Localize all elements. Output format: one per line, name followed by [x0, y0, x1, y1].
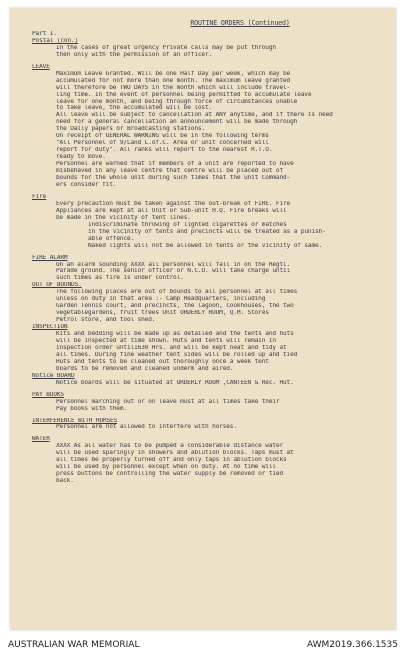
- inspection-heading: INSPECTION: [32, 324, 68, 331]
- pay-books-section: [32, 399, 388, 413]
- document-body: [32, 14, 388, 626]
- text-line: Parade ground. The senior officer or N.C.O. will take charge until: [56, 268, 291, 275]
- text-line: On receipt of GENERAL WARNING will be in the following terms: [56, 133, 269, 140]
- text-line: all times. During fine weather tent sides will be rolled up and tied: [56, 351, 298, 358]
- postal-heading: Postal (con.): [32, 37, 79, 44]
- fire-section: [32, 201, 388, 222]
- text-line: Pay books with them.: [56, 405, 127, 412]
- text-line: press buttons be controlling the water supply be removed or tied: [56, 471, 284, 478]
- text-line: misbehaved in any leave centre that centre will be placed out of: [56, 168, 284, 175]
- water-section: [32, 443, 388, 485]
- text-line: Personnel are not allowed to interfere with horses.: [56, 424, 237, 431]
- text-line: "All Personnel of 9/Land L.of.C. Area or unit concerned will: [56, 140, 269, 147]
- text-line: Notice boards will be situated at ORDERLY ROOM ,CANTEEN & Rec. Hut.: [56, 379, 294, 386]
- text-line: need for a general cancellation an announcement will be made through: [56, 119, 298, 126]
- pay-books-heading: PAY BOOKS: [32, 391, 64, 398]
- footer-accession-number: AWM2019.366.1535: [306, 640, 398, 650]
- text-line: ling time. In the event of personnel being permitted to accumulate leave: [56, 91, 312, 98]
- text-line: Indiscriminate throwing of lighted cigarettes or matches: [88, 221, 287, 228]
- text-line: Huts and tents to be cleaned out thoroughly once a week tent: [56, 358, 269, 365]
- text-line: will be inspected at time shown. Huts and tents will remain in: [56, 337, 276, 344]
- text-line: In the cases of great urgency Private calls may be put through: [56, 44, 276, 51]
- fire-heading: Fire: [32, 193, 47, 200]
- text-line: the Daily papers or Broadcasting stations.: [56, 126, 205, 133]
- text-line: XXXX As all water has to be pumped a considerable distance water: [56, 443, 284, 450]
- text-line: ready to move.: [56, 154, 106, 161]
- text-line: will therefore be TWO DAYS in the month which will include travel-: [56, 84, 291, 91]
- fire-alarm-section: [32, 262, 388, 283]
- text-line: such times as fire is under control.: [56, 275, 184, 282]
- text-line: Garden Tennis court, and precincts, the lagoon, Cookhouses, the two: [56, 303, 294, 310]
- text-line: be made in the vicinity of tent lines.: [56, 214, 191, 221]
- text-line: in the vicinity of tents and precincts will be treated as a punish-: [88, 228, 326, 235]
- text-line: Naked lights will not be allowed in tents or the vicinity of same.: [88, 242, 323, 249]
- text-line: ers consider fit.: [56, 181, 117, 188]
- leave-heading: LEAVE: [32, 63, 50, 70]
- text-line: to take leave, the accumulated will be lost.: [56, 105, 213, 112]
- fire-alarm-heading: FIRE ALARM: [32, 254, 68, 261]
- text-line: On an alarm sounding XXXX all personnel will fall in on the Regtl.: [56, 261, 291, 268]
- text-line: bounds for the whole unit during such times that the unit Command-: [56, 175, 291, 182]
- footer-institution: AUSTRALIAN WAR MEMORIAL: [8, 640, 140, 650]
- part-label: Part I.: [32, 30, 57, 37]
- leave-section: [32, 71, 388, 189]
- document-title: ROUTINE ORDERS (Continued): [190, 19, 290, 27]
- text-line: Personnel are warned that if members of a unit are reported to have: [56, 161, 294, 168]
- text-line: Every precaution must be taken against the out-break of FIRE. Fire: [56, 200, 291, 207]
- out-of-bounds-section: [32, 289, 388, 324]
- text-line: All leave will be subject to cancellation at ANY anytime, and if there is need: [56, 112, 333, 119]
- text-line: able offence.: [88, 235, 135, 242]
- text-line: back.: [56, 478, 74, 485]
- text-line: report for duty". All ranks will report to the nearest R.T.O.: [56, 147, 273, 154]
- archive-footer: [0, 636, 406, 653]
- text-line: Kits and bedding will be made up as detailed and the tents and huts: [56, 331, 294, 338]
- text-line: Appliances are kept at all Unit or Sub-unit H.Q. Fire breaks will: [56, 207, 287, 214]
- text-line: Personnel marching out or on leave must at all times take their: [56, 398, 280, 405]
- text-line: Maximum Leave Granted. Will be one Half Day per week, which may be: [56, 70, 291, 77]
- text-line: leave for one month, and being through force of circumstances unable: [56, 98, 298, 105]
- inspection-section: [32, 331, 388, 373]
- text-line: inspection order until1630 Hrs. and will be kept neat and tidy at: [56, 344, 287, 351]
- text-line: vegetablegardens, fruit trees Unit ORDERLY ROOM, Q.M. Stores: [56, 310, 269, 317]
- document-page: [10, 8, 396, 630]
- horses-section: [32, 424, 388, 431]
- text-line: then only with the permission of an officer.: [56, 51, 213, 58]
- fire-section-indented: [32, 222, 388, 250]
- notice-board-heading: Notice BOARD: [32, 372, 75, 379]
- text-line: will be used by personnel except when on duty. At no time will: [56, 464, 276, 471]
- text-line: Petrol store, and tool shed.: [56, 317, 156, 324]
- horses-heading: INTERFERENCE WITH HORSES: [32, 417, 118, 424]
- out-of-bounds-heading: OUT OF BOUNDS.: [32, 282, 82, 289]
- text-line: unless on duty in that area :- Camp Headquarters, including: [56, 296, 266, 303]
- notice-board-section: [32, 380, 388, 387]
- text-line: The following places are out of bounds to all personnel at all times: [56, 289, 298, 296]
- postal-section: [32, 45, 388, 59]
- text-line: boards to be removed and cleaned underm and aired.: [56, 365, 234, 372]
- water-heading: WATER: [32, 436, 50, 443]
- text-line: accumulated for not more than one month. The maximum leave granted: [56, 77, 291, 84]
- text-line: will be used sparingly in showers and ablution blocks. Taps must at: [56, 450, 294, 457]
- text-line: all times be properly turned off and only taps in ablution blocks: [56, 457, 287, 464]
